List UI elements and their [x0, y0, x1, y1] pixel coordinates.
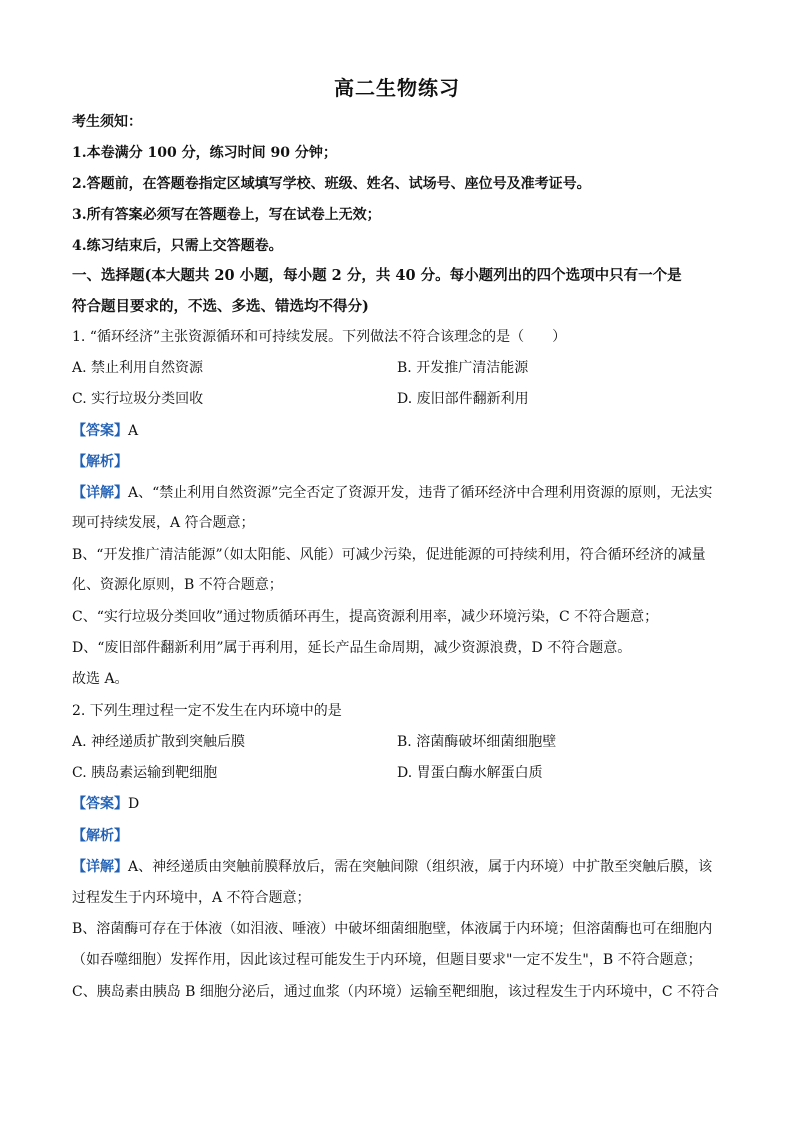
q1-detail-line-5: C、“实行垃圾分类回收”通过物质循环再生，提高资源利用率，减少环境污染，C 不符合题意； — [72, 609, 659, 625]
q1-analysis — [72, 452, 128, 472]
q1-option-c: C. 实行垃圾分类回收 — [72, 391, 204, 407]
answer-label: 【答案】 — [72, 796, 128, 812]
q2-option-a: A. 神经递质扩散到突触后膜 — [72, 734, 246, 750]
answer-label: 【答案】 — [72, 423, 128, 439]
q1-option-d: D. 废旧部件翻新利用 — [397, 391, 529, 407]
detail-label: 【详解】 — [72, 485, 128, 501]
q2-detail-text-1: A、神经递质由突触前膜释放后，需在突触间隙（组织液，属于内环境）中扩散至突触后膜，该 — [128, 859, 713, 875]
analysis-label: 【解析】 — [72, 454, 128, 470]
q2-detail-line-5: C、胰岛素由胰岛 B 细胞分泌后，通过血浆（内环境）运输至靶细胞，该过程发生于内环境中，C 不符合 — [72, 984, 720, 1000]
q1-detail-text-1: A、“禁止利用自然资源”完全否定了资源开发，违背了循环经济中合理利用资源的原则，无法实 — [128, 485, 713, 501]
notice-heading: 考生须知： — [72, 114, 142, 130]
notice-item-3: 3.所有答案必须写在答题卷上，写在试卷上无效； — [72, 207, 381, 223]
q2-option-c: C. 胰岛素运输到靶细胞 — [72, 765, 218, 781]
q2-answer-value: D — [128, 796, 140, 812]
q1-stem: 1. “循环经济”主张资源循环和可持续发展。下列做法不符合该理念的是（ ） — [72, 329, 567, 345]
q1-detail-line-4: 化、资源化原则，B 不符合题意； — [72, 577, 283, 593]
q1-option-a: A. 禁止利用自然资源 — [72, 360, 204, 376]
analysis-label: 【解析】 — [72, 828, 128, 844]
q1-answer — [72, 421, 138, 441]
q1-detail-line-6: D、“废旧部件翻新利用”属于再利用，延长产品生命周期，减少资源浪费，D 不符合题意。 — [72, 640, 632, 656]
notice-item-4: 4.练习结束后，只需上交答题卷。 — [72, 238, 283, 254]
q2-option-b: B. 溶菌酶破坏细菌细胞壁 — [397, 734, 557, 750]
q1-answer-value: A — [128, 423, 139, 439]
q2-detail-line-2: 过程发生于内环境中，A 不符合题意； — [72, 890, 311, 906]
q2-answer — [72, 794, 139, 814]
q2-option-d: D. 胃蛋白酶水解蛋白质 — [397, 765, 543, 781]
section-heading-line-2: 符合题目要求的，不选、多选、错选均不得分) — [72, 298, 369, 315]
section-heading-line-1: 一、选择题(本大题共 20 小题，每小题 2 分，共 40 分。每小题列出的四个选项中只有一个是 — [72, 267, 682, 284]
notice-item-2: 2.答题前，在答题卷指定区域填写学校、班级、姓名、试场号、座位号及准考证号。 — [72, 176, 591, 192]
page-title: 高二生物练习 — [334, 76, 460, 100]
q2-detail-line-4: （如吞噬细胞）发挥作用，因此该过程可能发生于内环境，但题目要求"一定不发生"，B 不符合题意； — [72, 952, 702, 968]
q2-detail-line-3: B、溶菌酶可存在于体液（如泪液、唾液）中破坏细菌细胞壁，体液属于内环境；但溶菌酶也可在细胞内 — [72, 921, 713, 937]
q1-option-b: B. 开发推广清洁能源 — [397, 360, 529, 376]
q2-analysis — [72, 826, 128, 846]
notice-item-1: 1.本卷满分 100 分，练习时间 90 分钟； — [72, 145, 337, 161]
q1-detail-line-3: B、“开发推广清洁能源”（如太阳能、风能）可减少污染，促进能源的可持续利用，符合循环经济的减量 — [72, 547, 706, 563]
q2-stem: 2. 下列生理过程一定不发生在内环境中的是 — [72, 703, 342, 719]
q1-conclusion: 故选 A。 — [72, 671, 129, 687]
q2-detail-line-1 — [72, 857, 712, 877]
q1-detail-line-1 — [72, 483, 712, 503]
q1-detail-line-2: 现可持续发展，A 符合题意； — [72, 515, 255, 531]
detail-label: 【详解】 — [72, 859, 128, 875]
